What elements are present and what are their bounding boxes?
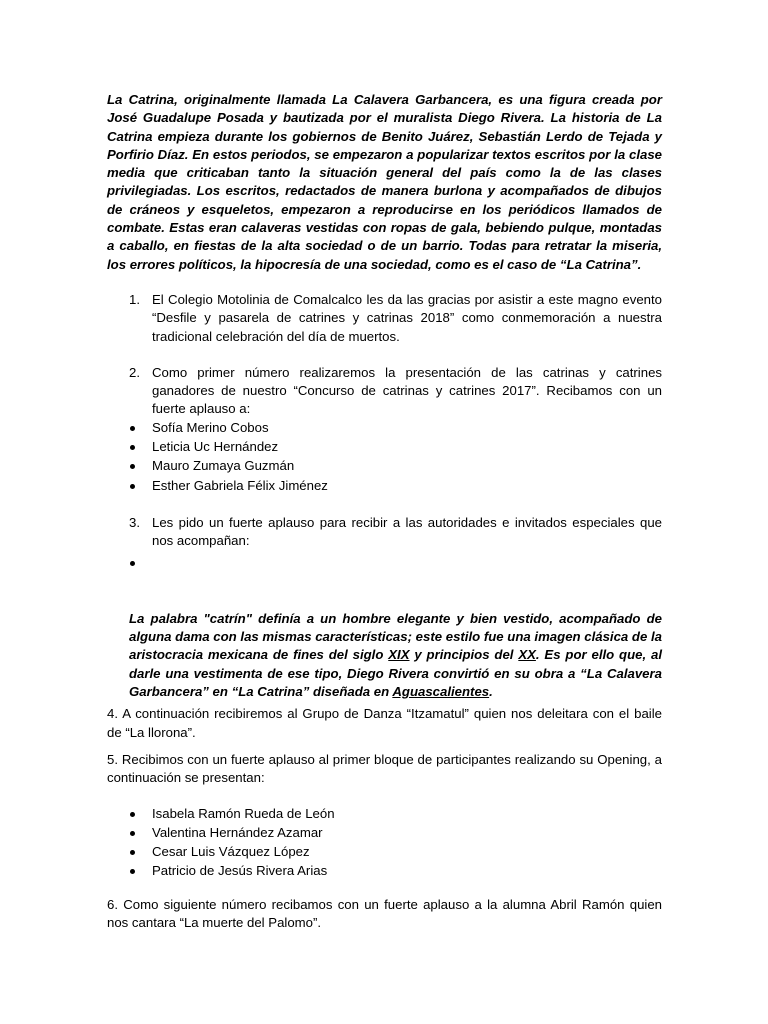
century-xx: XX bbox=[518, 647, 536, 663]
list-item bbox=[107, 457, 662, 476]
item-number: 3. bbox=[129, 514, 140, 530]
item-number: 1. bbox=[129, 291, 140, 307]
participant-name: Patricio de Jesús Rivera Arias bbox=[152, 863, 328, 879]
century-xix: XIX bbox=[388, 647, 410, 663]
list-item bbox=[107, 419, 662, 438]
list-item bbox=[107, 843, 662, 862]
winner-name: Leticia Uc Hernández bbox=[152, 439, 279, 455]
program-item-2 bbox=[107, 364, 662, 419]
bullet-icon bbox=[130, 464, 135, 469]
participant-name: Cesar Luis Vázquez López bbox=[152, 844, 310, 860]
winner-name: Sofía Merino Cobos bbox=[152, 419, 269, 435]
program-item-1 bbox=[107, 291, 662, 346]
bullet-icon bbox=[130, 850, 135, 855]
guests-list bbox=[107, 554, 662, 573]
program-item-5: 5. Recibimos con un fuerte aplauso al primer bloque de participantes realizando su Opening, a continuación se presentan: bbox=[107, 751, 662, 786]
program-list bbox=[107, 291, 662, 419]
list-item bbox=[107, 824, 662, 843]
list-item bbox=[107, 805, 662, 824]
program-item-3 bbox=[107, 514, 662, 551]
bullet-icon bbox=[130, 812, 135, 817]
program-item-6: 6. Como siguiente número recibamos con un fuerte aplauso a la alumna Abril Ramón quien nos cantara “La muerte del Palomo”. bbox=[107, 896, 662, 930]
winner-name: Esther Gabriela Félix Jiménez bbox=[152, 477, 328, 493]
list-item bbox=[107, 554, 662, 573]
bullet-icon bbox=[130, 831, 135, 836]
participant-name: Valentina Hernández Azamar bbox=[152, 824, 323, 840]
participant-name: Isabela Ramón Rueda de León bbox=[152, 805, 335, 821]
program-item-4: 4. A continuación recibiremos al Grupo de Danza “Itzamatul” quien nos deleitara con el baile de “La llorona”. bbox=[107, 706, 662, 740]
participants-list bbox=[107, 805, 662, 882]
intro-paragraph: La Catrina, originalmente llamada La Calavera Garbancera, es una figura creada por José Guadalupe Posada y bautizada por el muralista Diego Rivera. La historia de La Catrina empieza durante los gobiernos de Benito Juárez, Sebastián Lerdo de Tejada y Porfirio Díaz. En estos periodos, se empezaron a popularizar textos escritos por la clase media que criticaban tanto la situación general del país como la de las clases privilegiadas. Los escritos, redactados de manera burlona y acompañados de dibujos de cráneos y esqueletos, empezaron a reproducirse en los periódicos llamados de combate. Estas eran calaveras vestidas con ropas de gala, bebiendo pulque, montadas a caballo, en fiestas de la alta sociedad o de un barrio. Todas para retratar la miseria, los errores políticos, la hipocresía de una sociedad, como es el caso de “La Catrina”. bbox=[107, 92, 662, 272]
bullet-icon bbox=[130, 561, 135, 566]
place-link: Aguascalientes bbox=[392, 684, 490, 700]
list-item bbox=[107, 862, 662, 881]
winner-name: Mauro Zumaya Guzmán bbox=[152, 458, 295, 474]
item-text: El Colegio Motolinia de Comalcalco les da las gracias por asistir a este magno evento “Desfile y pasarela de catrines y catrinas 2018” como conmemoración a nuestra tradicional celebración del día de muertos. bbox=[152, 291, 662, 344]
item-number: 2. bbox=[129, 364, 140, 380]
bullet-icon bbox=[130, 445, 135, 450]
list-item bbox=[107, 477, 662, 496]
item-text: Como primer número realizaremos la presentación de las catrinas y catrines ganadores de nuestro “Concurso de catrinas y catrines 2017”. Recibamos con un fuerte aplauso a: bbox=[152, 364, 662, 417]
winners-list bbox=[107, 419, 662, 496]
bullet-icon bbox=[130, 426, 135, 431]
list-item bbox=[107, 438, 662, 457]
item-text: Les pido un fuerte aplauso para recibir a las autoridades e invitados especiales que nos acompañan: bbox=[152, 514, 662, 549]
catrin-definition-paragraph: La palabra "catrín" definía a un hombre elegante y bien vestido, acompañado de alguna dama con las mismas características; este estilo fue una imagen clásica de la aristocracia mexicana de fines del siglo XIX y principios del XX. Es por ello que, al darle una vestimenta de ese tipo, Diego Rivera convirtió en su obra a “La Calavera Garbancera” en “La Catrina” diseñada en Aguascalientes. bbox=[129, 610, 663, 700]
bullet-icon bbox=[130, 484, 135, 489]
bullet-icon bbox=[130, 869, 135, 874]
program-list-continued bbox=[107, 514, 662, 551]
